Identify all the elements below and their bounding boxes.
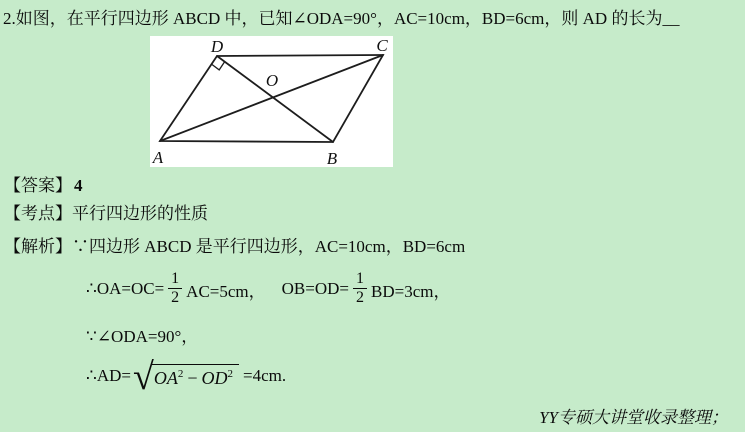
- diagonal-BD: [217, 56, 333, 142]
- vertex-label-B: B: [326, 149, 338, 167]
- radicand-exp1: 2: [177, 367, 184, 380]
- radicand-expression: [152, 364, 239, 389]
- answer-row: [4, 176, 83, 196]
- radical-sign: √: [132, 356, 154, 398]
- frac-line-mid1: AC=5cm，: [186, 281, 266, 301]
- frac-line-pre1: ∴OA=OC=: [86, 279, 165, 298]
- fraction-numerator: 1: [356, 270, 365, 288]
- analysis-label: 【解析】: [4, 237, 72, 256]
- fraction-one-half: [168, 271, 182, 307]
- keypoint-value: 平行四边形的性质: [72, 204, 208, 223]
- fraction-numerator: 1: [171, 270, 180, 288]
- geometry-figure: [150, 36, 393, 167]
- vertex-label-C: C: [376, 36, 388, 55]
- keypoint-row: [4, 204, 208, 224]
- watermark-text: YY专硕大讲堂收录整理；: [539, 408, 728, 427]
- radicand-base2: OD: [201, 367, 228, 388]
- minus-sign: −: [187, 367, 198, 388]
- fraction-denominator: 2: [353, 288, 367, 307]
- vertex-label-D: D: [210, 37, 224, 56]
- problem-statement: 2.如图，在平行四边形 ABCD 中，已知∠ODA=90°，AC=10cm，BD=6cm，则 AD 的长为__: [3, 9, 680, 28]
- solution-line-sqrt: [86, 353, 286, 399]
- answer-label: 【答案】: [4, 176, 72, 195]
- keypoint-label: 【考点】: [4, 204, 72, 223]
- sqrt-line-pre: ∴AD=: [86, 366, 131, 385]
- answer-value: 4: [74, 176, 83, 195]
- vertex-label-A: A: [152, 148, 164, 167]
- frac-line-pre2: OB=OD=: [281, 279, 350, 298]
- right-angle-mark: [212, 62, 224, 70]
- solution-line-fractions: [86, 263, 451, 315]
- radicand-exp2: 2: [227, 367, 233, 380]
- frac-line-end: BD=3cm，: [371, 281, 451, 301]
- diagonal-AC: [160, 55, 383, 141]
- parallelogram-diagram: [150, 36, 393, 167]
- radicand-base1: OA: [153, 367, 178, 388]
- fraction-denominator: 2: [168, 288, 182, 307]
- center-label-O: O: [265, 71, 279, 90]
- solution-line-angle: ∵∠ODA=90°，: [86, 327, 199, 346]
- analysis-line1: ∵四边形 ABCD 是平行四边形，AC=10cm，BD=6cm: [72, 237, 466, 256]
- analysis-row: [4, 237, 465, 257]
- fraction-one-half: [353, 271, 367, 307]
- sqrt-line-end: =4cm.: [242, 366, 287, 385]
